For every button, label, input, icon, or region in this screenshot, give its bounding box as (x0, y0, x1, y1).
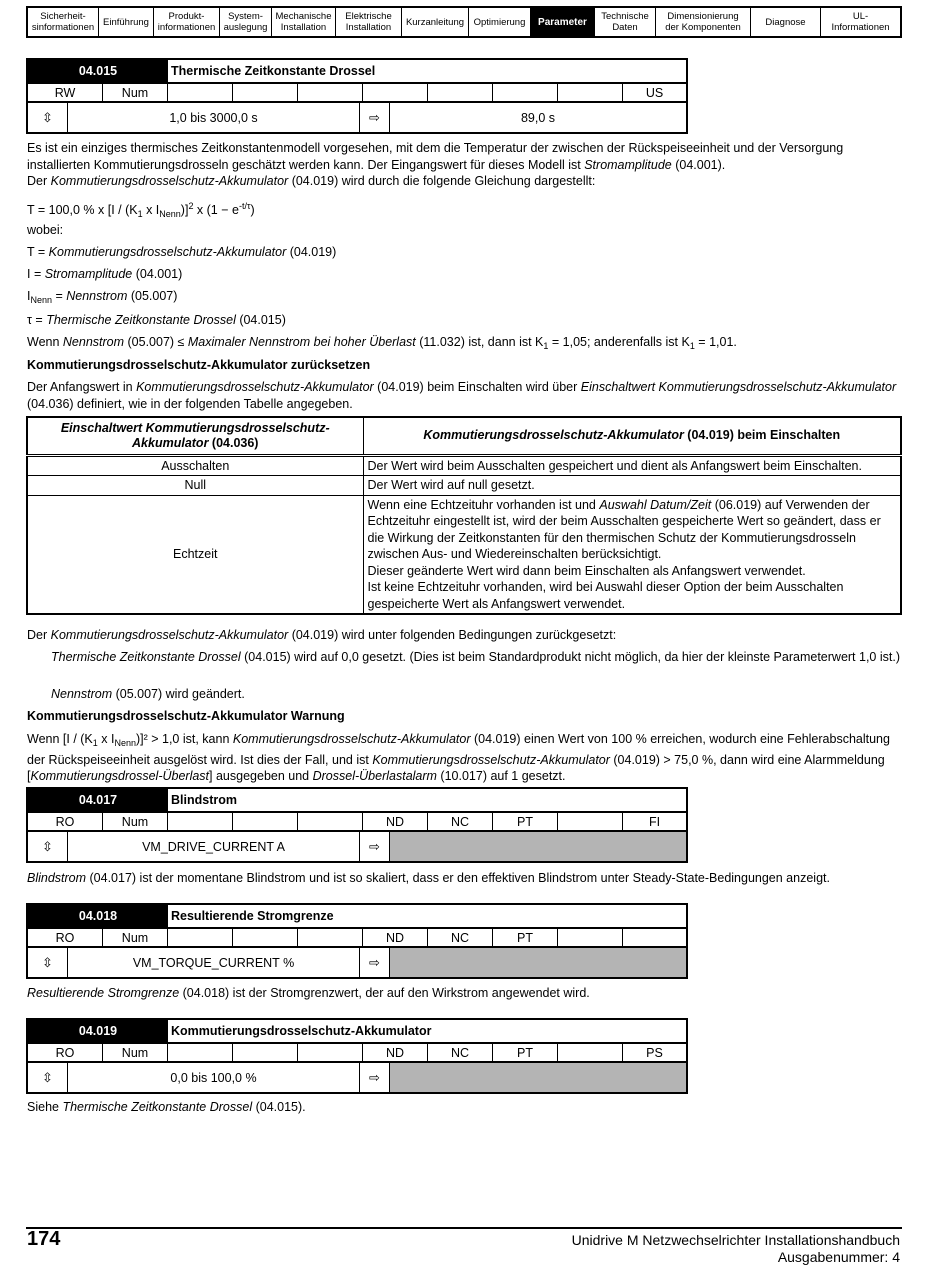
equation: T = 100,0 % x [$I / (K_1$ x $I_{Nenn})]^2$ x $(1 - e^{-t/\tau})$ (27, 201, 255, 219)
flag-cell: Num (103, 84, 168, 101)
table-cell: Echtzeit (27, 495, 363, 614)
tab-sicherheitsinformationen[interactable]: Sicherheit- sinformationen (28, 8, 99, 36)
manual-title: Unidrive M Netzwechselrichter Installationshandbuch (571, 1232, 900, 1248)
flag-cell: NC (428, 929, 493, 946)
flag-cell (233, 929, 298, 946)
definition-t: T = Kommutierungsdrosselschutz-Akkumulator (04.019) (27, 245, 337, 259)
param-range: 0,0 bis 100,0 % (68, 1063, 360, 1092)
flag-cell: FI (648, 814, 661, 829)
tab-kurzanleitung[interactable]: Kurzanleitung (402, 8, 469, 36)
default-arrow-icon: ⇨ (360, 832, 390, 861)
flag-cell: NC (428, 813, 493, 830)
range-icon: ⇳ (28, 1063, 68, 1092)
range-icon: ⇳ (28, 832, 68, 861)
param-range: 1,0 bis 3000,0 s (68, 103, 360, 132)
param-flags (28, 813, 686, 832)
param-number: 04.018 (28, 905, 168, 927)
param-name: Thermische Zeitkonstante Drossel (171, 64, 376, 78)
flag-cell (168, 84, 233, 101)
tab-dimensionierung[interactable]: Dimensionierung der Komponenten (656, 8, 751, 36)
tab-produktinformationen[interactable]: Produkt- informationen (154, 8, 220, 36)
param-default (390, 832, 686, 861)
tab-technische-daten[interactable]: Technische Daten (595, 8, 656, 36)
param-default (390, 948, 686, 977)
range-icon: ⇳ (28, 948, 68, 977)
param-range: VM_TORQUE_CURRENT % (68, 948, 360, 977)
footer-info (572, 1232, 900, 1266)
flag-cell: ND (363, 813, 428, 830)
flag-cell (428, 84, 493, 101)
heading-reset: Kommutierungsdrosselschutz-Akkumulator zurücksetzen (27, 358, 371, 372)
param-range: VM_DRIVE_CURRENT A (68, 832, 360, 861)
param-name: Resultierende Stromgrenze (171, 909, 334, 923)
param-number: 04.019 (28, 1020, 168, 1042)
flag-cell: Num (103, 813, 168, 830)
condition-item: Thermische Zeitkonstante Drossel (04.015) wird auf 0,0 gesetzt. (Dies ist beim Standardprodukt nicht möglich, da hier der kleinste Parameterwert 1,0 ist.) (51, 650, 900, 664)
flag-cell (298, 929, 363, 946)
flag-cell (233, 813, 298, 830)
flag-cell (558, 1044, 623, 1061)
flag-cell (168, 813, 233, 830)
table-row (27, 455, 901, 476)
wobei-label: wobei: (27, 223, 64, 237)
flag-cell (233, 84, 298, 101)
param-default (390, 1063, 686, 1092)
table-header: Kommutierungsdrosselschutz-Akkumulator (04.019) beim Einschalten (363, 417, 901, 455)
param-number: 04.015 (28, 60, 168, 82)
paragraph-blindstrom: Blindstrom (04.017) ist der momentane Blindstrom und ist so skaliert, dass er den effektiven Blindstrom unter Steady-State-Bedingungen anzeigt. (27, 871, 830, 885)
flag-cell: PS (646, 1045, 663, 1060)
flag-cell: RO (28, 929, 103, 946)
tab-systemauslegung[interactable]: System- auslegung (220, 8, 272, 36)
param-name: Blindstrom (171, 793, 237, 807)
paragraph-siehe: Siehe Thermische Zeitkonstante Drossel (04.015). (27, 1100, 306, 1114)
default-arrow-icon: ⇨ (360, 103, 390, 132)
paragraph-warning: Wenn [$I / (K_1$ x $I_{Nenn})]^2 > 1,0$ ist, kann Kommutierungsdrosselschutz-Akkumulator (04.019) einen Wert von 100 % erreichen, wodurch eine Fehlerabschaltung der Rückspeiseeinheit ausgelöst wird. Ist dies der Fall, und ist Kommutierungsdrosselschutz-Akkumulator (04.019) > 75,0 %, dann wird eine Alarmmeldung [Kommutierungsdrossel-Überlast] ausgegeben und Drossel-Überlastalarm (10.017) auf 1 gesetzt. (27, 732, 890, 783)
tab-ul-informationen[interactable]: UL- Informationen (831, 11, 890, 33)
definition-inenn: $I_{Nenn}$ = Nennstrom (05.007) (27, 289, 178, 305)
paragraph-stromgrenze: Resultierende Stromgrenze (04.018) ist der Stromgrenzwert, der auf den Wirkstrom angewendet wird. (27, 986, 590, 1000)
tab-parameter[interactable]: Parameter (531, 8, 595, 36)
flag-cell: ND (363, 929, 428, 946)
flag-cell: PT (493, 1044, 558, 1061)
chapter-nav (26, 6, 902, 38)
range-icon: ⇳ (28, 103, 68, 132)
table-cell: Der Wert wird auf null gesetzt. (363, 476, 901, 496)
param-default: 89,0 s (520, 110, 556, 125)
tab-elektrische-installation[interactable]: Elektrische Installation (336, 8, 402, 36)
param-box-04015 (26, 58, 688, 134)
flag-cell (558, 929, 623, 946)
flag-cell (298, 1044, 363, 1061)
flag-cell: RW (28, 84, 103, 101)
param-flags (28, 929, 686, 948)
flag-cell: RO (28, 1044, 103, 1061)
tab-diagnose[interactable]: Diagnose (751, 8, 821, 36)
param-box-04019 (26, 1018, 688, 1094)
paragraph-conditions: Der Kommutierungsdrosselschutz-Akkumulator (04.019) wird unter folgenden Bedingungen zurückgesetzt: (27, 628, 617, 642)
flag-cell: RO (28, 813, 103, 830)
definition-tau: τ = Thermische Zeitkonstante Drossel (04.015) (27, 313, 286, 327)
param-flags (28, 84, 686, 103)
flag-cell: ND (363, 1044, 428, 1061)
flag-cell: US (645, 85, 664, 100)
flag-cell: NC (428, 1044, 493, 1061)
paragraph-reset: Der Anfangswert in Kommutierungsdrosselschutz-Akkumulator (04.019) beim Einschalten wird über Einschaltwert Kommutierungsdrosselschutz-Akkumulator (04.036) definiert, wie in der folgenden Tabelle angegeben. (27, 380, 897, 411)
flag-cell: PT (493, 929, 558, 946)
flag-cell (298, 84, 363, 101)
flag-cell: Num (103, 1044, 168, 1061)
flag-cell (493, 84, 558, 101)
flag-cell: PT (493, 813, 558, 830)
startup-value-table (26, 416, 902, 615)
param-box-04018 (26, 903, 688, 979)
table-header: Einschaltwert Kommutierungsdrosselschutz-Akkumulator (04.036) (27, 417, 363, 455)
definition-i: I = Stromamplitude (04.001) (27, 267, 183, 281)
table-cell: Wenn eine Echtzeituhr vorhanden ist und Auswahl Datum/Zeit (06.019) auf Verwenden der Echtzeituhr eingestellt ist, wird der beim Ausschalten gespeicherte Wert so geändert, dass er die Wirkung der Zeitkonstanten für den thermischen Schutz der Kommutierungsdrosseln zwischen Aus- und Wiedereinschalten berücksichtigt. Dieser geänderte Wert wird dann beim Einschalten als Anfangswert verwendet. Ist keine Echtzeituhr vorhanden, wird bei Auswahl dieser Option der beim Ausschalten gespeicherte Wert als Anfangswert verwendet. (363, 495, 901, 614)
tab-mechanische-installation[interactable]: Mechanische Installation (272, 8, 336, 36)
param-number: 04.017 (28, 789, 168, 811)
condition-item: Nennstrom (05.007) wird geändert. (51, 687, 245, 701)
table-cell: Ausschalten (27, 455, 363, 476)
tab-optimierung[interactable]: Optimierung (469, 8, 531, 36)
page-number: 174 (27, 1228, 61, 1250)
condition-k1: Wenn Nennstrom (05.007) ≤ Maximaler Nennstrom bei hoher Überlast (11.032) ist, dann ist $K_1 = 1,05$; anderenfalls ist $K_1 = 1,01$. (27, 335, 737, 351)
param-flags (28, 1044, 686, 1063)
table-row (27, 495, 901, 614)
flag-cell (623, 929, 686, 946)
footer-divider (26, 1227, 902, 1229)
default-arrow-icon: ⇨ (360, 948, 390, 977)
table-cell: Der Wert wird beim Ausschalten gespeichert und dient als Anfangswert beim Einschalten. (363, 455, 901, 476)
tab-einfuehrung[interactable]: Einführung (99, 8, 154, 36)
flag-cell (168, 1044, 233, 1061)
issue-number: Ausgabenummer: 4 (777, 1249, 900, 1265)
heading-warning: Kommutierungsdrosselschutz-Akkumulator Warnung (27, 709, 345, 723)
flag-cell (363, 84, 428, 101)
default-arrow-icon: ⇨ (360, 1063, 390, 1092)
flag-cell (558, 84, 623, 101)
paragraph-intro: Es ist ein einziges thermisches Zeitkonstantenmodell vorgesehen, mit dem die Temperatur der zwischen der Rückspeiseeinheit und der Versorgung installierten Kommutierungsdrosseln geschätzt werden kann. Der Eingangswert für dieses Modell ist Stromamplitude (04.001). Der Kommutierungsdrosselschutz-Akkumulator (04.019) wird durch die folgende Gleichung dargestellt: (27, 141, 844, 188)
flag-cell: Num (103, 929, 168, 946)
table-row (27, 476, 901, 496)
flag-cell (298, 813, 363, 830)
flag-cell (558, 813, 623, 830)
flag-cell (233, 1044, 298, 1061)
param-name: Kommutierungsdrosselschutz-Akkumulator (171, 1024, 432, 1038)
table-cell: Null (27, 476, 363, 496)
flag-cell (168, 929, 233, 946)
param-box-04017 (26, 787, 688, 863)
